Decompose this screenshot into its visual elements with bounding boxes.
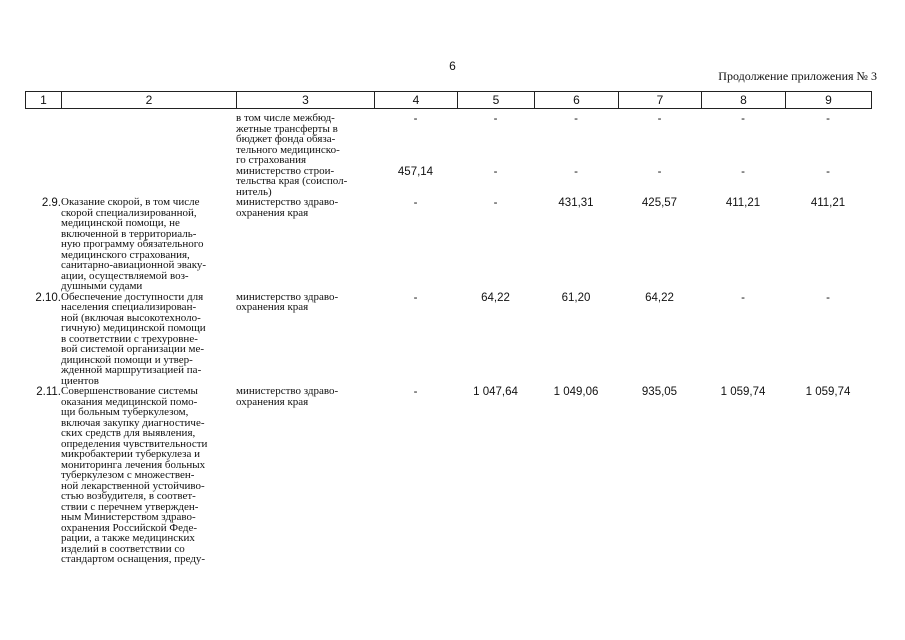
description-line: Оказание скорой, в том числе — [61, 196, 200, 208]
executor-line: нитель) — [236, 185, 272, 198]
description-line: Обеспечение доступности для — [61, 290, 204, 303]
executor-line: тельства края (соиспол- — [236, 175, 348, 187]
description-line: скорой специализированной, — [61, 206, 197, 219]
page-number: 6 — [449, 59, 456, 73]
funding-value: 1 059,74 — [720, 386, 766, 398]
funding-value: - — [493, 197, 498, 209]
description-line: щи больным туберкулезом, — [61, 406, 189, 418]
executor-line: го страхования — [236, 154, 307, 166]
executor-line: тельного медицинско- — [236, 143, 340, 156]
description-line: душными судами — [61, 280, 143, 292]
description-line: оказания медицинской помо- — [61, 395, 198, 408]
header-cell: 8 — [702, 92, 786, 109]
responsible-executor — [236, 166, 374, 198]
funding-value: - — [826, 291, 830, 304]
funding-value: - — [741, 291, 745, 304]
description-line: изделий в соответствии со — [61, 542, 185, 555]
description-line: ации, осуществляемой воз- — [61, 269, 189, 282]
funding-value: 64,22 — [481, 291, 510, 304]
executor-line: министерство здраво- — [236, 196, 339, 208]
description-line: вой системой организации ме- — [61, 343, 205, 355]
funding-value: - — [493, 165, 498, 178]
description-line: туберкулезом с множествен- — [61, 469, 195, 481]
funding-value: 411,21 — [725, 197, 761, 209]
executor-line: министерство строи- — [236, 164, 335, 177]
funding-value: - — [741, 113, 745, 125]
table-row — [25, 386, 871, 565]
description-line: дицинской помощи и утвер- — [61, 353, 193, 366]
table-row — [25, 197, 871, 292]
description-line: ную программу обязательного — [61, 238, 204, 250]
description-line: рации, а также медицинских — [61, 532, 195, 544]
measure-description — [61, 292, 236, 387]
responsible-executor — [236, 113, 374, 166]
header-cell: 5 — [458, 92, 535, 109]
header-cell: 7 — [619, 92, 702, 109]
description-line: ным Министерством здраво- — [61, 511, 196, 523]
item-number — [25, 166, 61, 198]
description-line: санитарно-авиационной эваку- — [61, 259, 207, 271]
executor-line: министерство здраво- — [236, 290, 339, 303]
funding-value: - — [574, 165, 578, 178]
executor-line: охранения края — [236, 206, 309, 219]
funding-value: - — [574, 113, 578, 125]
executor-line: охранения края — [236, 301, 309, 313]
funding-value: 431,31 — [558, 197, 594, 209]
table-row — [25, 113, 871, 166]
executor-line: жетные трансферты в — [236, 122, 338, 135]
funding-value: - — [493, 113, 498, 125]
funding-value: - — [413, 113, 418, 125]
executor-line: бюджет фонда обяза- — [236, 133, 336, 145]
measure-description — [61, 113, 236, 166]
responsible-executor — [236, 292, 374, 387]
header-cell: 2 — [62, 92, 237, 109]
description-line: в соответствии с трехуровне- — [61, 332, 198, 345]
funding-value: - — [413, 197, 418, 209]
funding-value: 935,05 — [641, 386, 678, 398]
executor-line: охранения края — [236, 395, 309, 408]
funding-value: 457,14 — [397, 165, 434, 178]
item-number: 2.11. — [36, 386, 61, 398]
item-number: 2.9. — [41, 197, 61, 209]
funding-value: 1 059,74 — [805, 386, 851, 398]
header-cell: 6 — [535, 92, 619, 109]
item-number: 2.10. — [35, 291, 61, 304]
funding-value: 411,21 — [810, 197, 846, 209]
description-line: медицинского страхования, — [61, 248, 190, 261]
funding-value: - — [826, 113, 830, 125]
funding-value: - — [413, 386, 418, 398]
description-line: определения чувствительности — [61, 437, 208, 450]
responsible-executor — [236, 197, 374, 292]
funding-value: - — [741, 165, 745, 178]
measure-description — [61, 197, 236, 292]
funding-value: 64,22 — [645, 291, 674, 304]
description-line: охранения Российской Феде- — [61, 521, 197, 534]
description-line: ствии с перечнем утвержден- — [61, 500, 199, 513]
funding-value: - — [413, 291, 418, 304]
item-number — [25, 113, 61, 166]
appendix-note: Продолжение приложения № 3 — [718, 69, 877, 83]
header-cell: 9 — [786, 92, 872, 109]
header-cell: 4 — [375, 92, 458, 109]
description-line: ной лекарственной устойчиво- — [61, 479, 205, 492]
funding-value: 425,57 — [641, 197, 678, 209]
header-cell: 1 — [26, 92, 62, 109]
description-line: медицинской помощи, не — [61, 217, 180, 229]
responsible-executor — [236, 386, 374, 565]
description-line: включая закупку диагностиче- — [61, 416, 205, 429]
description-line: населения специализирован- — [61, 301, 197, 313]
header-row — [26, 92, 872, 109]
description-line: мониторинга лечения больных — [61, 458, 206, 471]
column-number-header — [25, 91, 872, 109]
header-cell: 3 — [237, 92, 375, 109]
executor-line: министерство здраво- — [236, 385, 339, 397]
executor-line: в том числе межбюд- — [236, 112, 335, 124]
table-row — [25, 292, 871, 387]
description-line: включенной в территориаль- — [61, 227, 197, 240]
funding-value: - — [657, 113, 662, 125]
table-row — [25, 166, 871, 198]
description-line: стью возбудителя, в соответ- — [61, 490, 196, 502]
measure-description — [61, 166, 236, 198]
measure-description — [61, 386, 236, 565]
description-line: ной (включая высокотехноло- — [61, 311, 201, 324]
description-line: Совершенствование системы — [61, 385, 198, 397]
description-line: циентов — [61, 374, 99, 387]
funding-value: 61,20 — [561, 291, 591, 304]
funding-value: - — [826, 165, 830, 178]
funding-value: - — [657, 165, 662, 178]
funding-value: 1 049,06 — [553, 386, 599, 398]
program-measures-table — [25, 113, 871, 565]
description-line: гичную) медицинской помощи — [61, 322, 206, 334]
funding-value: 1 047,64 — [473, 386, 518, 398]
description-line: жденной маршрутизацией па- — [61, 364, 202, 376]
description-line: стандартом оснащения, преду- — [61, 553, 206, 565]
description-line: микробактерии туберкулеза и — [61, 448, 201, 460]
description-line: ских средств для выявления, — [61, 427, 196, 439]
